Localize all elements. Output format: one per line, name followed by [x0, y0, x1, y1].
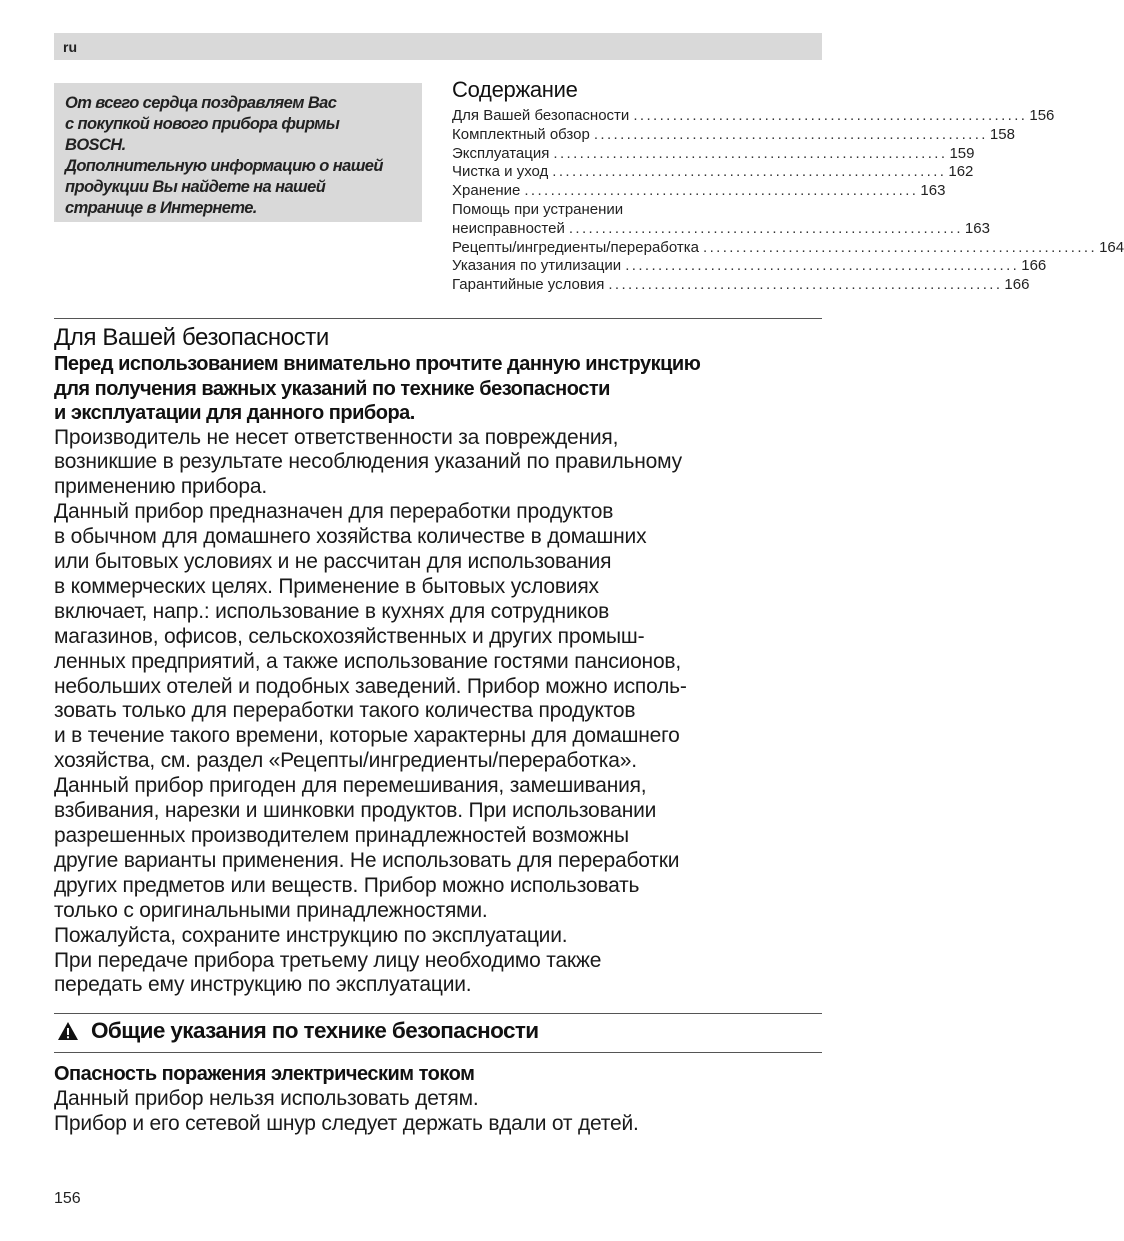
body-line: в коммерческих целях. Применение в бытовых условиях: [54, 574, 599, 598]
toc-entry[interactable]: [452, 163, 974, 182]
body-line: разрешенных производителем принадлежностей возможны: [54, 824, 629, 847]
page-number: 156: [54, 1190, 81, 1207]
toc-entry-label: Хранение: [452, 182, 521, 200]
lead-line: Перед использованием внимательно прочтите данную инструкцию: [54, 353, 701, 375]
electric-shock-text: [54, 1086, 639, 1136]
toc-entry[interactable]: [452, 182, 946, 201]
table-of-contents: [452, 76, 1124, 295]
toc-leader-dots: ............................................................: [703, 238, 1098, 256]
body-line: возникшие в результате несоблюдения указаний по правильному: [54, 450, 682, 474]
toc-entry-label: Гарантийные условия: [452, 276, 605, 294]
intro-text: [65, 93, 415, 219]
body-line: и в течение такого времени, которые характерны для домашнего: [54, 724, 680, 748]
body-line: При передаче прибора третьему лицу необходимо также: [54, 948, 602, 972]
toc-entry[interactable]: [452, 144, 975, 164]
general-safety-title: Общие указания по технике безопасности: [91, 1018, 539, 1043]
body-line: магазинов, офисов, сельскохозяйственных и других промыш-: [54, 624, 645, 648]
body-line: Прибор и его сетевой шнур следует держать вдали от детей.: [54, 1112, 639, 1135]
body-line: зовать только для переработки такого количества продуктов: [54, 699, 636, 723]
toc-entry-page: 163: [920, 182, 946, 200]
section-divider: [54, 1013, 822, 1014]
toc-entry-label: Указания по утилизации: [452, 257, 622, 275]
body-line: передать ему инструкцию по эксплуатации.: [54, 973, 472, 997]
toc-leader-dots: ............................................................: [593, 125, 988, 143]
body-line: Данный прибор предназначен для переработки продуктов: [54, 500, 614, 524]
toc-entry-page: 158: [989, 125, 1015, 143]
general-safety-heading: [54, 1018, 539, 1044]
intro-line: странице в Интернете.: [65, 199, 257, 217]
toc-leader-dots: ............................................................: [524, 182, 919, 200]
intro-line: продукции Вы найдете на нашей: [65, 178, 326, 196]
toc-entry-page: 166: [1004, 276, 1030, 294]
intro-line: От всего сердца поздравляем Вас: [65, 94, 337, 112]
body-line: в обычном для домашнего хозяйства количестве в домашних: [54, 525, 647, 549]
safety-section: [54, 324, 824, 998]
body-line: хозяйства, см. раздел «Рецепты/ингредиенты/переработка».: [54, 749, 637, 773]
section-divider: [54, 1052, 822, 1053]
toc-entry[interactable]: [452, 238, 1124, 258]
warning-triangle-icon: [57, 1021, 79, 1041]
body-line: небольших отелей и подобных заведений. Прибор можно исполь-: [54, 674, 687, 698]
toc-entry-label: Комплектный обзор: [452, 125, 590, 143]
toc-title: Содержание: [452, 77, 578, 102]
electric-shock-heading: Опасность поражения электрическим током: [54, 1063, 475, 1085]
toc-leader-dots: ............................................................: [552, 163, 947, 181]
body-line: включает, напр.: использование в кухнях для сотрудников: [54, 599, 610, 623]
language-code: ru: [63, 39, 77, 55]
body-line: только с оригинальными принадлежностями.: [54, 898, 488, 922]
toc-entry-label-line1[interactable]: Помощь при устранении: [452, 200, 624, 218]
safety-lead: [54, 352, 824, 426]
lead-line: и эксплуатации для данного прибора.: [54, 402, 415, 424]
toc-entry-label: неисправностей: [452, 219, 565, 237]
toc-leader-dots: ............................................................: [568, 219, 963, 237]
section-divider: [54, 318, 822, 319]
lead-line: для получения важных указаний по технике безопасности: [54, 377, 610, 400]
intro-box: [54, 83, 422, 222]
toc-entry[interactable]: [452, 219, 990, 239]
toc-entry-page: 164: [1099, 238, 1124, 256]
language-bar: [54, 33, 822, 60]
toc-entry-label: Чистка и уход: [452, 163, 549, 181]
intro-line: Дополнительную информацию о нашей: [65, 157, 383, 175]
safety-title: Для Вашей безопасности: [54, 324, 329, 351]
toc-leader-dots: ............................................................: [633, 107, 1028, 124]
toc-leader-dots: ............................................................: [553, 144, 948, 162]
body-line: другие варианты применения. Не использовать для переработки: [54, 848, 680, 872]
toc-entry-page: 166: [1021, 257, 1047, 275]
toc-entry-label: Для Вашей безопасности: [452, 107, 630, 124]
toc-entry[interactable]: [452, 257, 1047, 276]
body-line: применению прибора.: [54, 475, 267, 499]
toc-entry-page: 156: [1029, 107, 1055, 124]
toc-entry-page: 163: [964, 219, 990, 237]
body-line: или бытовых условиях и не рассчитан для использования: [54, 550, 612, 574]
toc-leader-dots: ............................................................: [608, 276, 1003, 294]
body-line: Данный прибор нельзя использовать детям.: [54, 1087, 479, 1110]
toc-entry-page: 159: [949, 144, 975, 162]
toc-entry[interactable]: [452, 276, 1030, 295]
safety-body: [54, 426, 824, 999]
body-line: ленных предприятий, а также использование гостями пансионов,: [54, 649, 682, 673]
body-line: других предметов или веществ. Прибор можно использовать: [54, 873, 640, 897]
toc-entry-label: Рецепты/ингредиенты/переработка: [452, 238, 700, 256]
body-line: взбивания, нарезки и шинковки продуктов. При использовании: [54, 799, 657, 823]
body-line: Пожалуйста, сохраните инструкцию по эксплуатации.: [54, 923, 568, 947]
toc-entry[interactable]: [452, 125, 1015, 145]
toc-leader-dots: ............................................................: [625, 257, 1020, 275]
body-line: Производитель не несет ответственности за повреждения,: [54, 425, 619, 449]
toc-entry-label: Эксплуатация: [452, 144, 550, 162]
toc-entry[interactable]: [452, 107, 1055, 126]
intro-line: BOSCH.: [65, 136, 126, 154]
intro-line: с покупкой нового прибора фирмы: [65, 115, 340, 133]
body-line: Данный прибор пригоден для перемешивания, замешивания,: [54, 774, 647, 798]
toc-entry-page: 162: [948, 163, 974, 181]
